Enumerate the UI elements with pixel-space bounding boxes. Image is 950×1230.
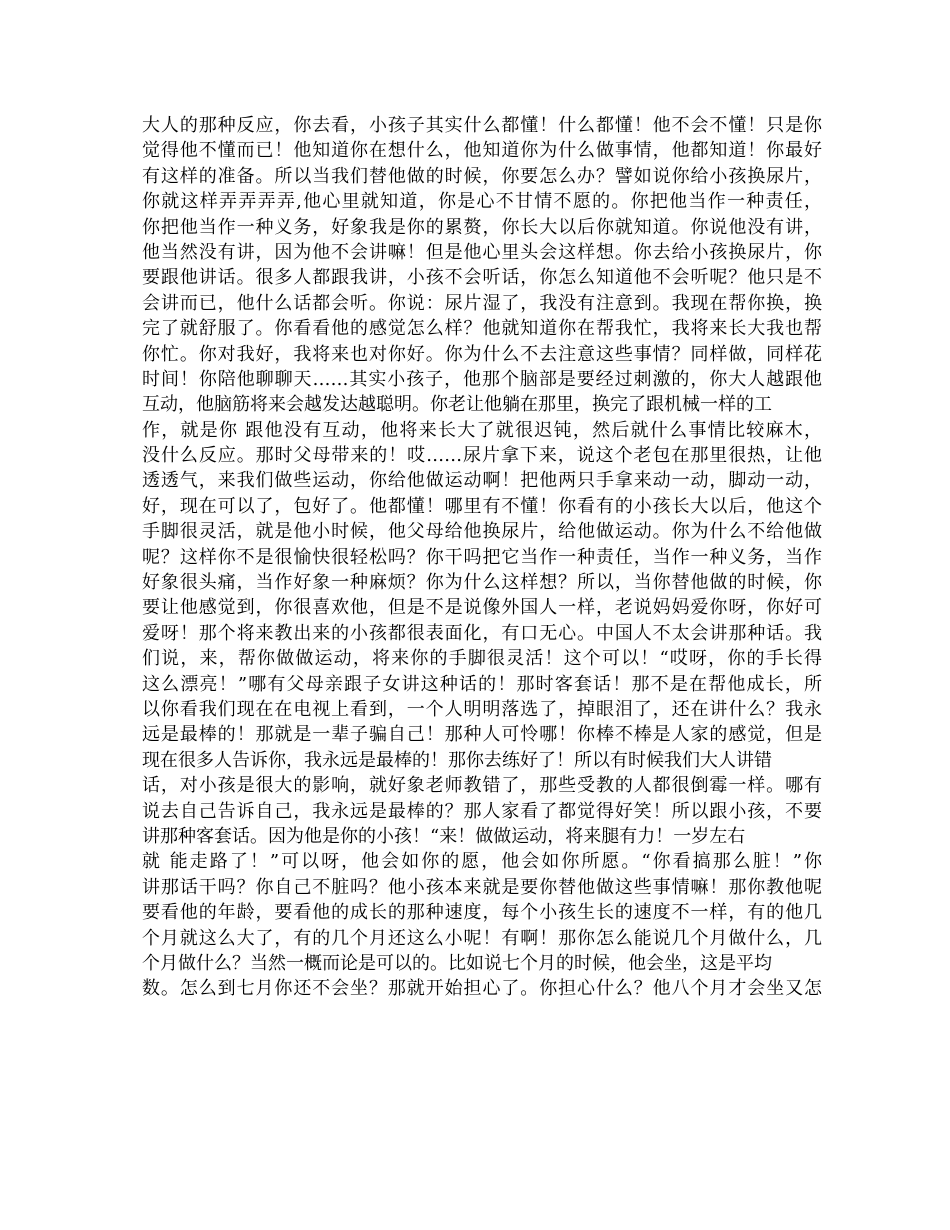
- text-line: 手脚很灵活，就是他小时候，他父母给他换尿片，给他做运动。你为什么不给他做: [142, 521, 822, 543]
- text-line: 你忙。你对我好，我将来也对你好。你为什么不去注意这些事情？同样做，同样花: [142, 343, 822, 365]
- text-line: 就 能走路了！”可以呀，他会如你的愿，他会如你所愿。“你看搞那么脏！”你: [142, 851, 822, 873]
- text-line: 作，就是你 跟他没有互动，他将来长大了就很迟钝，然后就什么事情比较麻木，: [142, 419, 822, 441]
- text-line: 觉得他不懂而已！他知道你在想什么，他知道你为什么做事情，他都知道！你最好: [142, 140, 822, 162]
- text-line: 完了就舒服了。你看看他的感觉怎么样？他就知道你在帮我忙，我将来长大我也帮: [142, 318, 822, 340]
- text-line: 好，现在可以了，包好了。他都懂！哪里有不懂！你看有的小孩长大以后，他这个: [142, 495, 822, 517]
- text-line: 他当然没有讲，因为他不会讲嘛！但是他心里头会这样想。你去给小孩换尿片，你: [142, 241, 822, 263]
- text-line: 数。怎么到七月你还不会坐？那就开始担心了。你担心什么？他八个月才会坐又怎: [142, 978, 822, 1000]
- text-line: 时间！你陪他聊聊天……其实小孩子，他那个脑部是要经过刺激的，你大人越跟他: [142, 368, 822, 390]
- text-line: 没什么反应。那时父母带来的！哎……尿片拿下来，说这个老包在那里很热，让他: [142, 445, 822, 467]
- text-line: 大人的那种反应，你去看，小孩子其实什么都懂！什么都懂！他不会不懂！只是你: [142, 115, 822, 136]
- text-line: 你就这样弄弄弄弄,他心里就知道，你是心不甘情不愿的。你把他当作一种责任，: [142, 191, 822, 213]
- text-line: 会讲而已，他什么话都会听。你说：尿片湿了，我没有注意到。我现在帮你换，换: [142, 292, 822, 314]
- text-line: 讲那话干吗？你自己不脏吗？他小孩本来就是要你替他做这些事情嘛！那你教他呢: [142, 876, 822, 898]
- text-line: 呢？这样你不是很愉快很轻松吗？你干吗把它当作一种责任，当作一种义务，当作: [142, 546, 822, 568]
- text-line: 要让他感觉到，你很喜欢他，但是不是说像外国人一样，老说妈妈爱你呀，你好可: [142, 597, 822, 619]
- text-line: 要看他的年龄，要看他的成长的那种速度，每个小孩生长的速度不一样，有的他几: [142, 902, 822, 924]
- text-line: 好象很头痛，当作好象一种麻烦？你为什么这样想？所以，当你替他做的时候，你: [142, 572, 822, 594]
- text-line: 你把他当作一种义务，好象我是你的累赘，你长大以后你就知道。你说他没有讲，: [142, 216, 822, 238]
- text-line: 远是最棒的！那就是一辈子骗自己！那种人可怜哪！你棒不棒是人家的感觉，但是: [142, 724, 822, 746]
- text-line: 这么漂亮！”哪有父母亲跟子女讲这种话的！那时客套话！那不是在帮他成长，所: [142, 673, 822, 695]
- text-line: 讲那种客套话。因为他是你的小孩！“来！做做运动，将来腿有力！一岁左右: [142, 825, 746, 847]
- text-line: 互动，他脑筋将来会越发达越聪明。你老让他躺在那里，换完了跟机械一样的工: [142, 394, 772, 416]
- text-line: 要跟他讲话。很多人都跟我讲，小孩不会听话，你怎么知道他不会听呢？他只是不: [142, 267, 822, 289]
- text-line: 现在很多人告诉你，我永远是最棒的！那你去练好了！所以有时候我们大人讲错: [142, 749, 772, 771]
- text-line: 说去自己告诉自己，我永远是最棒的？那人家看了都觉得好笑！所以跟小孩，不要: [142, 800, 822, 822]
- text-line: 透透气，来我们做些运动，你给他做运动啊！把他两只手拿来动一动，脚动一动，: [142, 470, 822, 492]
- text-line: 有这样的准备。所以当我们替他做的时候，你要怎么办？譬如说你给小孩换尿片，: [142, 165, 822, 187]
- text-line: 话，对小孩是很大的影响，就好象老师教错了，那些受教的人都很倒霉一样。哪有: [142, 775, 822, 797]
- text-line: 个月就这么大了，有的几个月还这么小呢！有啊！那你怎么能说几个月做什么，几: [142, 927, 822, 949]
- body-text: [142, 113, 822, 1002]
- text-line: 爱呀！那个将来教出来的小孩都很表面化，有口无心。中国人不太会讲那种话。我: [142, 622, 822, 644]
- text-line: 们说，来，帮你做做运动，将来你的手脚很灵活！这个可以！“哎呀，你的手长得: [142, 648, 822, 670]
- text-line: 以你看我们现在在电视上看到，一个人明明落选了，掉眼泪了，还在讲什么？我永: [142, 698, 822, 720]
- text-line: 个月做什么？当然一概而论是可以的。比如说七个月的时候，他会坐，这是平均: [142, 952, 772, 974]
